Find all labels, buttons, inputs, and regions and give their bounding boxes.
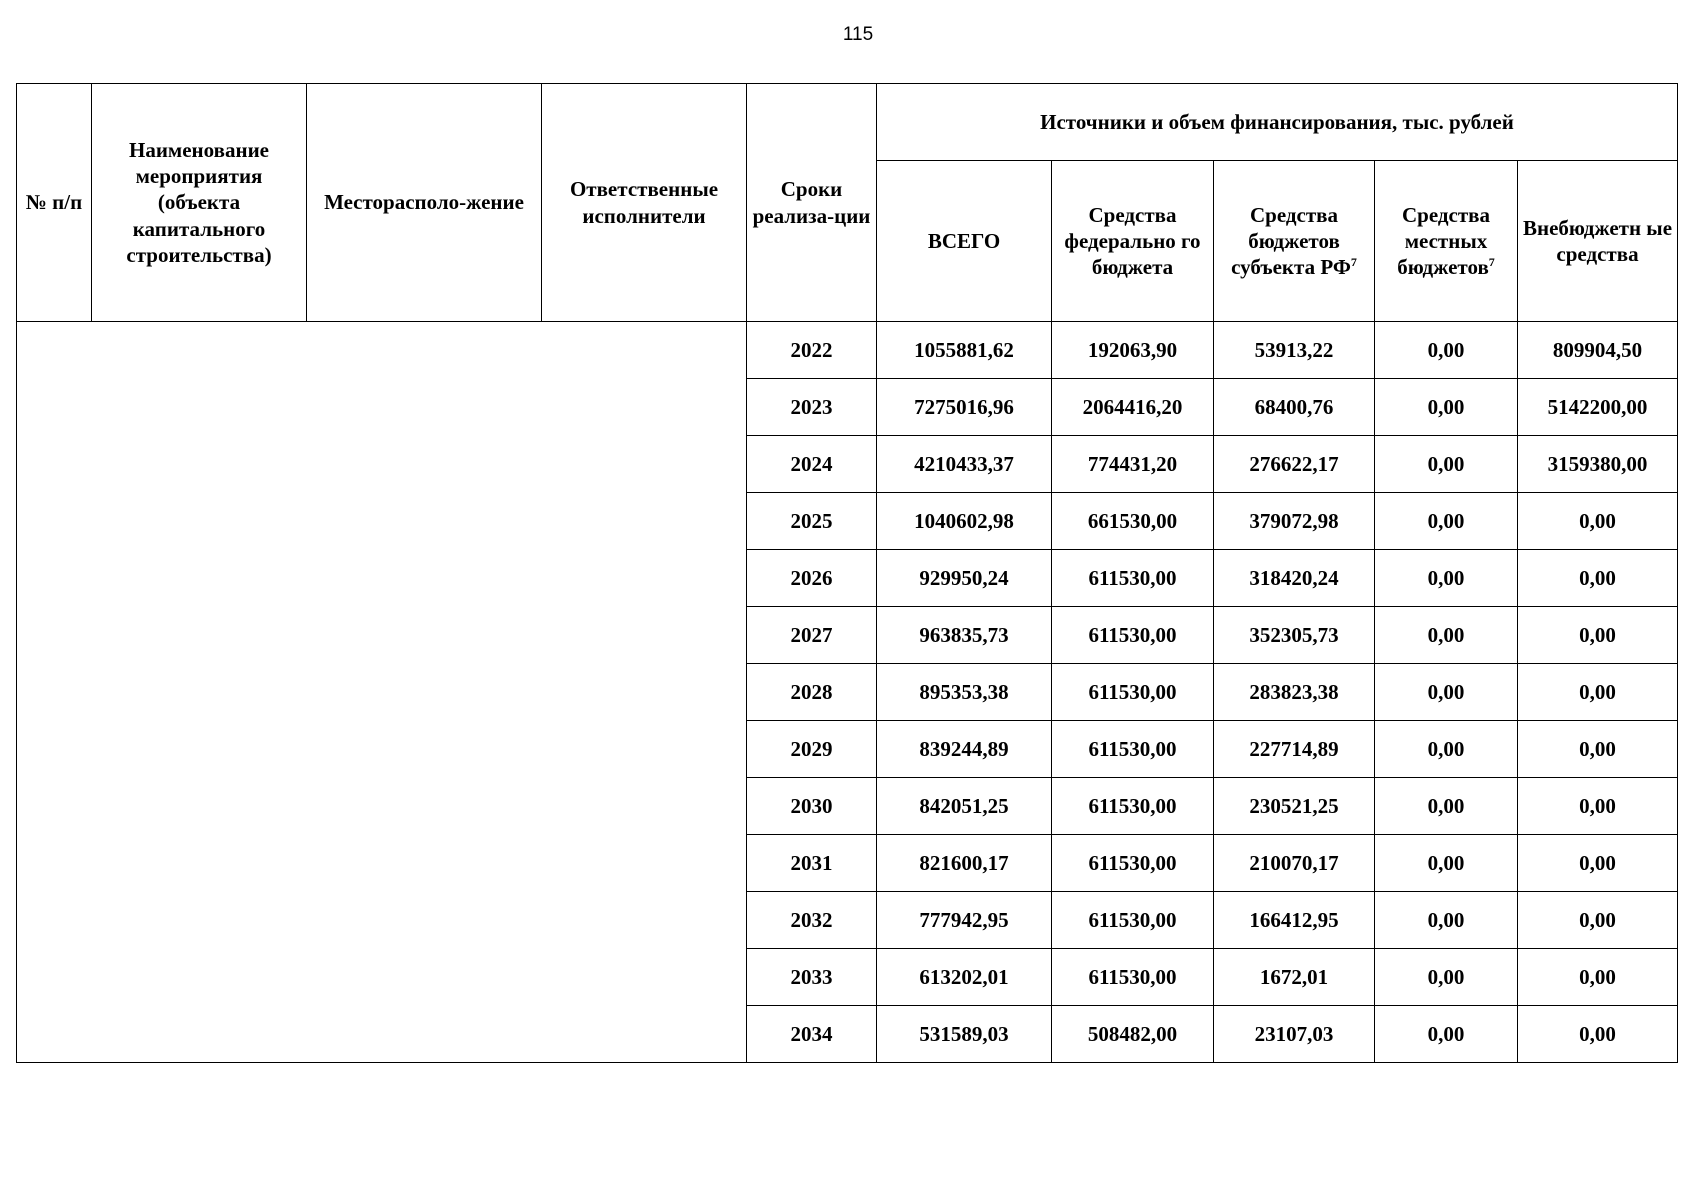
cell-regional: 276622,17 bbox=[1214, 436, 1375, 493]
cell-extrabudget: 0,00 bbox=[1518, 949, 1678, 1006]
cell-local: 0,00 bbox=[1375, 493, 1518, 550]
cell-total: 929950,24 bbox=[877, 550, 1052, 607]
cell-federal: 611530,00 bbox=[1052, 721, 1214, 778]
cell-total: 4210433,37 bbox=[877, 436, 1052, 493]
cell-extrabudget: 3159380,00 bbox=[1518, 436, 1678, 493]
financing-table bbox=[16, 83, 1678, 1063]
header-num: № п/п bbox=[17, 84, 92, 322]
cell-local: 0,00 bbox=[1375, 322, 1518, 379]
header-period: Сроки реализа-ции bbox=[747, 84, 877, 322]
cell-year: 2030 bbox=[747, 778, 877, 835]
header-regional-label: Средства бюджетов субъекта РФ bbox=[1231, 202, 1351, 280]
cell-local: 0,00 bbox=[1375, 721, 1518, 778]
cell-extrabudget: 5142200,00 bbox=[1518, 379, 1678, 436]
cell-regional: 166412,95 bbox=[1214, 892, 1375, 949]
cell-total: 1040602,98 bbox=[877, 493, 1052, 550]
cell-year: 2026 bbox=[747, 550, 877, 607]
header-location: Месторасполо-жение bbox=[307, 84, 542, 322]
footnote-mark: 7 bbox=[1350, 255, 1357, 270]
cell-federal: 611530,00 bbox=[1052, 607, 1214, 664]
cell-regional: 23107,03 bbox=[1214, 1006, 1375, 1063]
cell-local: 0,00 bbox=[1375, 664, 1518, 721]
cell-total: 531589,03 bbox=[877, 1006, 1052, 1063]
cell-year: 2025 bbox=[747, 493, 877, 550]
cell-extrabudget: 0,00 bbox=[1518, 607, 1678, 664]
cell-total: 963835,73 bbox=[877, 607, 1052, 664]
page-number: 115 bbox=[842, 24, 874, 45]
cell-year: 2029 bbox=[747, 721, 877, 778]
header-local-label: Средства местных бюджетов bbox=[1397, 202, 1490, 280]
cell-total: 839244,89 bbox=[877, 721, 1052, 778]
cell-total: 1055881,62 bbox=[877, 322, 1052, 379]
cell-local: 0,00 bbox=[1375, 892, 1518, 949]
cell-total: 821600,17 bbox=[877, 835, 1052, 892]
cell-federal: 611530,00 bbox=[1052, 550, 1214, 607]
cell-extrabudget: 0,00 bbox=[1518, 778, 1678, 835]
cell-regional: 230521,25 bbox=[1214, 778, 1375, 835]
cell-federal: 661530,00 bbox=[1052, 493, 1214, 550]
header-local bbox=[1375, 161, 1518, 322]
cell-total: 613202,01 bbox=[877, 949, 1052, 1006]
cell-local: 0,00 bbox=[1375, 1006, 1518, 1063]
cell-year: 2031 bbox=[747, 835, 877, 892]
cell-federal: 774431,20 bbox=[1052, 436, 1214, 493]
cell-year: 2023 bbox=[747, 379, 877, 436]
cell-local: 0,00 bbox=[1375, 379, 1518, 436]
header-total: ВСЕГО bbox=[877, 161, 1052, 322]
footnote-mark: 7 bbox=[1488, 255, 1495, 270]
cell-year: 2034 bbox=[747, 1006, 877, 1063]
cell-extrabudget: 0,00 bbox=[1518, 493, 1678, 550]
cell-federal: 611530,00 bbox=[1052, 892, 1214, 949]
cell-local: 0,00 bbox=[1375, 778, 1518, 835]
cell-year: 2032 bbox=[747, 892, 877, 949]
cell-federal: 508482,00 bbox=[1052, 1006, 1214, 1063]
cell-local: 0,00 bbox=[1375, 835, 1518, 892]
cell-regional: 318420,24 bbox=[1214, 550, 1375, 607]
cell-federal: 2064416,20 bbox=[1052, 379, 1214, 436]
table-row bbox=[17, 322, 1678, 379]
cell-extrabudget: 809904,50 bbox=[1518, 322, 1678, 379]
cell-year: 2024 bbox=[747, 436, 877, 493]
cell-total: 777942,95 bbox=[877, 892, 1052, 949]
cell-regional: 210070,17 bbox=[1214, 835, 1375, 892]
cell-local: 0,00 bbox=[1375, 550, 1518, 607]
header-executors: Ответственные исполнители bbox=[542, 84, 747, 322]
cell-year: 2028 bbox=[747, 664, 877, 721]
header-regional bbox=[1214, 161, 1375, 322]
empty-merged-cell bbox=[17, 322, 747, 1063]
cell-federal: 192063,90 bbox=[1052, 322, 1214, 379]
cell-local: 0,00 bbox=[1375, 607, 1518, 664]
cell-regional: 68400,76 bbox=[1214, 379, 1375, 436]
cell-total: 895353,38 bbox=[877, 664, 1052, 721]
header-sources-group: Источники и объем финансирования, тыс. рублей bbox=[877, 84, 1678, 161]
header-extrabudget: Внебюджетн ые средства bbox=[1518, 161, 1678, 322]
cell-extrabudget: 0,00 bbox=[1518, 1006, 1678, 1063]
cell-extrabudget: 0,00 bbox=[1518, 835, 1678, 892]
cell-year: 2022 bbox=[747, 322, 877, 379]
cell-extrabudget: 0,00 bbox=[1518, 892, 1678, 949]
cell-federal: 611530,00 bbox=[1052, 949, 1214, 1006]
cell-local: 0,00 bbox=[1375, 436, 1518, 493]
cell-year: 2033 bbox=[747, 949, 877, 1006]
cell-regional: 379072,98 bbox=[1214, 493, 1375, 550]
cell-federal: 611530,00 bbox=[1052, 664, 1214, 721]
cell-regional: 352305,73 bbox=[1214, 607, 1375, 664]
table-body bbox=[17, 322, 1678, 1063]
cell-extrabudget: 0,00 bbox=[1518, 664, 1678, 721]
cell-regional: 53913,22 bbox=[1214, 322, 1375, 379]
cell-total: 7275016,96 bbox=[877, 379, 1052, 436]
cell-federal: 611530,00 bbox=[1052, 835, 1214, 892]
cell-total: 842051,25 bbox=[877, 778, 1052, 835]
cell-extrabudget: 0,00 bbox=[1518, 550, 1678, 607]
cell-federal: 611530,00 bbox=[1052, 778, 1214, 835]
cell-regional: 283823,38 bbox=[1214, 664, 1375, 721]
cell-local: 0,00 bbox=[1375, 949, 1518, 1006]
cell-regional: 227714,89 bbox=[1214, 721, 1375, 778]
cell-year: 2027 bbox=[747, 607, 877, 664]
cell-regional: 1672,01 bbox=[1214, 949, 1375, 1006]
cell-extrabudget: 0,00 bbox=[1518, 721, 1678, 778]
header-federal: Средства федерально го бюджета bbox=[1052, 161, 1214, 322]
header-name: Наименование мероприятия (объекта капитального строительства) bbox=[92, 84, 307, 322]
